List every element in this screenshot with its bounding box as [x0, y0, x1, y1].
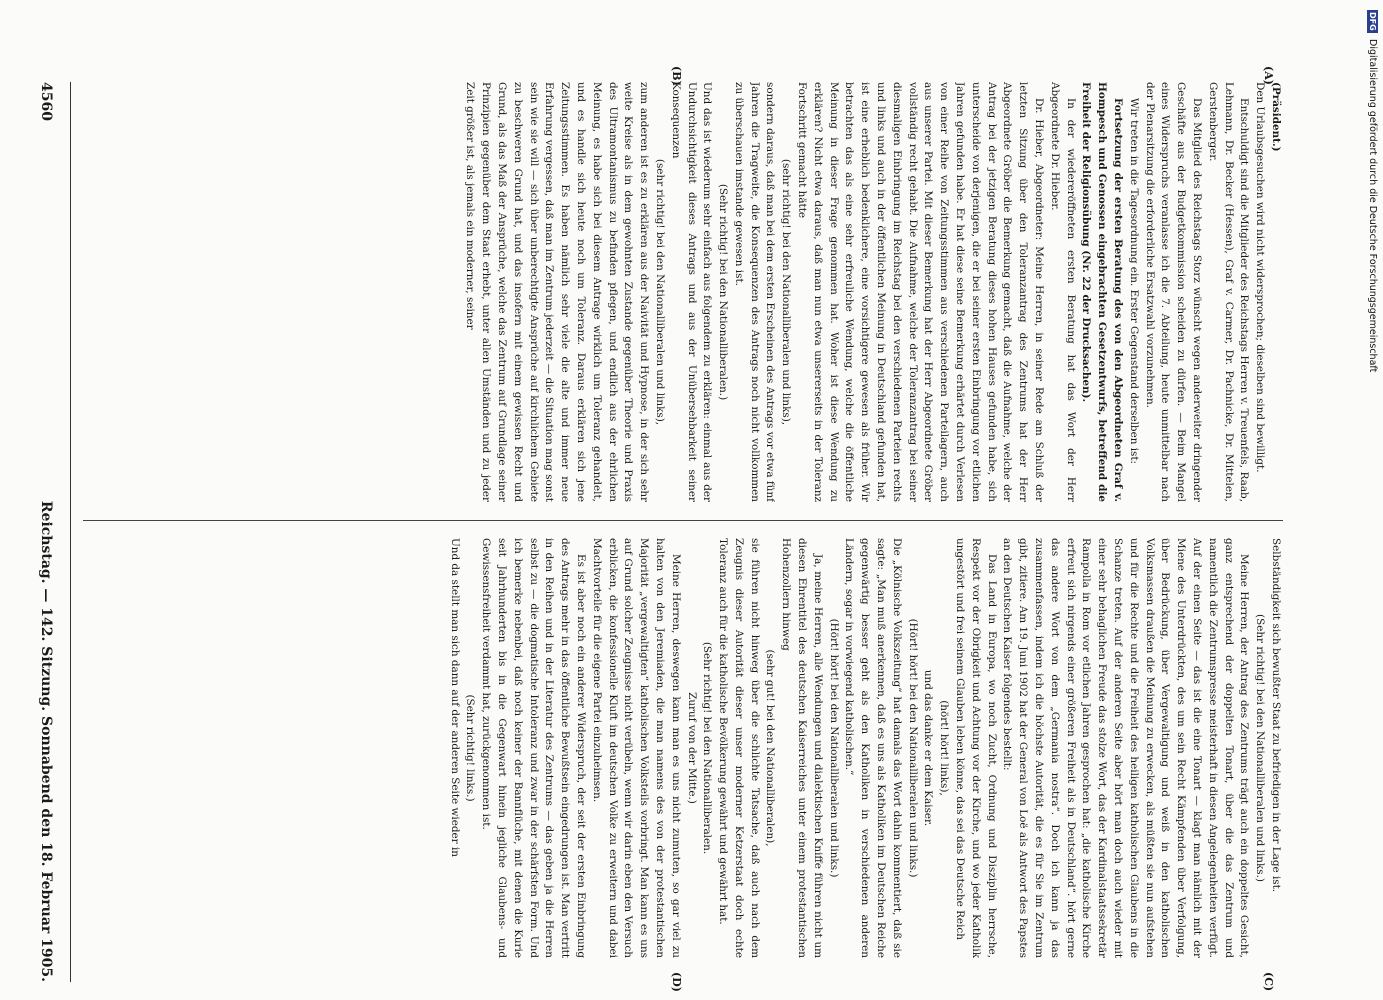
- paragraph: Die „Kölnische Volkszeitung“ hat damals das Wort dahin kommentiert, daß sie sagte: „Man muß anerkennen, daß es uns als Katholiken im Deutschen Reiche gegenwärtig besser geht als den Katholiken in verschiedenen anderen Ländern, sogar in vorwiegend katholischen.“: [843, 538, 903, 958]
- paragraph: (Sehr richtig! bei den Nationalliberalen.): [717, 183, 730, 401]
- paragraph: (sehr richtig! bei den Nationalliberalen und links),: [780, 158, 793, 426]
- paragraph: (Sehr richtig! bei den Nationalliberalen.: [701, 641, 714, 855]
- paragraph: Meine Herren, der Antrag des Zentrums trägt auch ein doppeltes Gesicht, ganz entsprechend der doppelten Tonart, über die das Zentrum und namentlich die Zentrumspresse meisterhaft in diesen Angelegenheiten verfügt. Auf der einen Seite — das ist die eine Tonart — klagt man nämlich mit der Miene des Unterdrückten, des um sein Recht Kämpfenden über Verfolgung, über Bedrückung, über Vergewaltigung und weiß in den katholischen Volksmassen draußen die Meinung zu erwecken, als müßten sie nun aufstehen und für die Rechte und die Freiheit des heiligen katholischen Glaubens in die Schanze treten. Auf der anderen Seite aber hört man doch auch wieder mit einer sehr behaglichen Freude das stolze Wort, das der Kardinalstaatssekretär Rampolla in Rom vor etlichen Jahren gesprochen hat: „die katholische Kirche erfreut sich nirgends einer größeren Freiheit als in Deutschland“. hört gerne das andere Wort von dem „Germania nostra“. Doch ich kann ja das zusammenfassen, indem ich die höchste Autorität, die es für Sie im Zentrum gibt, zitiere. Am 19. Juni 1902 hat der General von Loë als Antwort des Papstes an den Deutschen Kaiser folgendes bestellt:: [1001, 538, 1251, 958]
- paragraph: (sehr richtig! bei den Nationalliberalen und links),: [653, 158, 666, 426]
- paragraph: Fortsetzung der ersten Beratung des von den Abgeordneten Graf v. Hompesch und Genossen eingebrachten Gesetzentwurfs, betreffend die Freiheit der Religionsübung (Nr. 22 der Drucksachen).: [1080, 82, 1125, 502]
- paragraph: (Sehr richtig! links.): [464, 694, 477, 802]
- page-number: 4560: [38, 82, 54, 121]
- paragraph: (sehr gut! bei den Nationalliberalen),: [764, 649, 777, 847]
- paragraph: und das danke er dem Kaiser.: [922, 669, 935, 827]
- paragraph: Das Land in Europa, wo noch Zucht, Ordnung und Disziplin herrsche, Respekt vor der Obrigkeit und Achtung vor der Kirche, und wo jeder Katholik ungestört und frei seinem Glauben leben könne, das sei das Deutsche Reich: [954, 538, 998, 958]
- margin-mark-a: (A): [1262, 66, 1275, 85]
- paragraph: In der wiedereröffneten ersten Beratung hat das Wort der Herr Abgeordnete Dr. Hieber.: [1048, 82, 1077, 502]
- paragraph: Entschuldigt sind die Mitglieder des Reichstags Herren v. Treuenfels, Raab, Lehmann, Dr. Becker (Hessen), Graf v. Carmer, Dr. Pachnicke, Dr. Mittelen, Gerstenberger.: [1206, 82, 1251, 502]
- paragraph: Den Urlaubsgesuchen wird nicht widersprochen; dieselben sind bewilligt.: [1254, 82, 1267, 473]
- margin-mark-c: (C): [1262, 972, 1275, 992]
- dfg-logo: DFG: [1368, 12, 1377, 31]
- header-rule: [70, 82, 71, 982]
- column-divider: [83, 520, 1283, 521]
- right-column: [83, 538, 1283, 958]
- paragraph: (Hört! hört! bei den Nationalliberalen und links.): [906, 618, 919, 878]
- paragraph: zum anderen ist es zu erklären aus der Naivität und Hypnose, in der sich sehr weite Kreise als in dem gewohnten Zustande gegenüber Theorie und Praxis des Ultramontanismus zu befinden pflegen, und endlich aus der ehrlichen Meinung, es habe sich bei diesem Antrage wirklich um Toleranz gehandelt, und es handle sich heute noch um Toleranz. Daraus erklären sich jene Zeitungsstimmen. Es haben nämlich sehr viele die alte und immer neue Erfahrung vergessen, daß man im Zentrum jederzeit — die Situation mag sonst sein wie sie will — sich über unberechtigte Ansprüche auf kirchlichem Gebiete zu beschweren Grund hat, und das insofern mit einem gewissen Recht und Grund, als das Maß der Ansprüche, welche das Zentrum auf Grundlage seiner Prinzipien gegenüber dem Staat erhebt, unter allen Umständen und zu jeder Zeit größer ist, als jemals ein moderner, seiner: [464, 82, 651, 502]
- paragraph: Ja, meine Herren, alle Wendungen und dialektischen Kniffe führen nicht um diesen Ehrentitel des deutschen Kaiserreiches unter einem protestantischen Hohenzollern hinweg: [780, 538, 824, 958]
- paragraph: Selbständigkeit sich bewußter Staat zu befriedigen in der Lage ist.: [1270, 538, 1282, 893]
- paragraph: Meine Herren, deswegen kann man es uns nicht zumuten, so gar viel zu halten von den Jeremiaden, die man namens des von der protestantischen Majorität „vergewaltigten“ katholischen Volksteils vorbringt. Man kann es uns auf Grund solcher Zeugnisse nicht verübeln, wenn wir darin eben den Versuch erblicken, die konfessionelle Kluft im deutschen Volke zu erweitern und dabei Machtvorteile für die eigene Partei einzuheimsen.: [590, 538, 682, 958]
- paragraph: Es ist aber noch ein anderer Widerspruch, der seit der ersten Einbringung des Antrags mehr in das öffentliche Bewußtsein eingedrungen ist. Man vertritt in den Reihen und in der Literatur des Zentrums — das geben ja die Herren selbst zu — die dogmatische Intoleranz und zwar in der schärfsten Form. Und ich bemerke nebenbei, daß noch keiner der Bannflüche, mit denen die Kurie seit Jahrhunderten bis in die Gegenwart hinein jegliche Glaubens- und Gewissensfreiheit verdammt hat, zurückgenommen ist.: [480, 538, 587, 958]
- paragraph: Wir treten in die Tagesordnung ein. Erster Gegenstand derselben ist:: [1127, 98, 1140, 465]
- paragraph: (hört! hört! links),: [938, 700, 951, 796]
- paragraph: sie führen nicht hinweg über die schlichte Tatsache, daß auch nach dem Zeugnis dieser Autorität dieser unser moderner Ketzerstaat doch echte Toleranz auch für die katholische Bevölkerung gewährt und gewährt hat.: [717, 538, 761, 958]
- left-column: [83, 82, 1283, 502]
- paragraph: Dr. Hieber, Abgeordneter: Meine Herren, in seiner Rede am Schluß der letzten Sitzung über den Toleranzantrag des Zentrums hat der Herr Abgeordnete Gröber die Bemerkung gemacht, daß die Aufnahme, welche der Antrag bei der jetzigen Beratung dieses hohen Hauses gefunden habe, sich unterscheide von derjenigen, die er bei seiner ersten Einbringung vor etlichen Jahren gefunden habe. Er hat diese seine Bemerkung erhärtet durch Verlesen von einer Reihe von Zeitungsstimmen aus verschiedenen Parteilagern, auch aus unserer Partei. Mit dieser Bemerkung hat der Herr Abgeordnete Gröber vollständig recht gehabt. Die Aufnahme, welche der Toleranzantrag bei seiner diesmaligen Einbringung im Reichstag bei den verschiedenen Parteien rechts und links und auch in der öffentlichen Meinung in Deutschland gefunden hat, ist eine erheblich bedenklichere, eine vorsichtigere gewesen als früher. Wir betrachten das als eine sehr erfreuliche Wendung, welche die öffentliche Meinung in dieser Frage genommen hat. Woher ist diese Wendung zu erklären? Nicht etwa daraus, daß man nun etwa unsererseits in der Toleranz Fortschritt gemacht hätte: [796, 82, 1046, 502]
- margin-mark-d: (D): [670, 972, 683, 992]
- digitization-credit: [1360, 10, 1378, 670]
- paragraph: Zuruf von der Mitte.): [685, 692, 698, 804]
- margin-mark-b: (B): [670, 66, 683, 86]
- paragraph: (Hört! hört! bei den Nationalliberalen und links.): [827, 618, 840, 878]
- paragraph: Und das ist wiederum sehr einfach aus folgendem zu erklären: einmal aus der Undurchsichtigkeit dieses Antrags und aus der Unübersehbarkeit seiner Konsequenzen: [669, 82, 714, 502]
- digitization-note: Digitalisierung gefördert durch die Deutsche Forschungsgemeinschaft: [1367, 38, 1378, 372]
- page-title: Reichstag. — 142. Sitzung. Sonnabend den 18. Februar 1905.: [38, 500, 54, 982]
- paragraph: (Sehr richtig! bei den Nationalliberalen und links.): [1254, 614, 1267, 882]
- paragraph: sondern daraus, daß man bei dem ersten Erscheinen des Antrags vor etwa fünf Jahren die Tragweite, die Konsequenzen des Antrags noch nicht vollkommen zu überschauen imstande gewesen ist.: [732, 82, 777, 502]
- page-header: [31, 82, 61, 982]
- paragraph: (Präsident.): [1270, 82, 1282, 152]
- paragraph: Das Mitglied des Reichstags Storz wünscht wegen anderweiter dringender Geschäfte aus der Budgetkommission scheiden zu dürfen. — Beim Mangel eines Widerspruchs veranlasse ich die 7. Abteilung, heute unmittelbar nach der Plenarsitzung die erforderliche Ersatzwahl vorzunehmen.: [1143, 82, 1204, 502]
- paragraph: Und da stellt man sich dann auf der anderen Seite wieder in: [448, 538, 461, 857]
